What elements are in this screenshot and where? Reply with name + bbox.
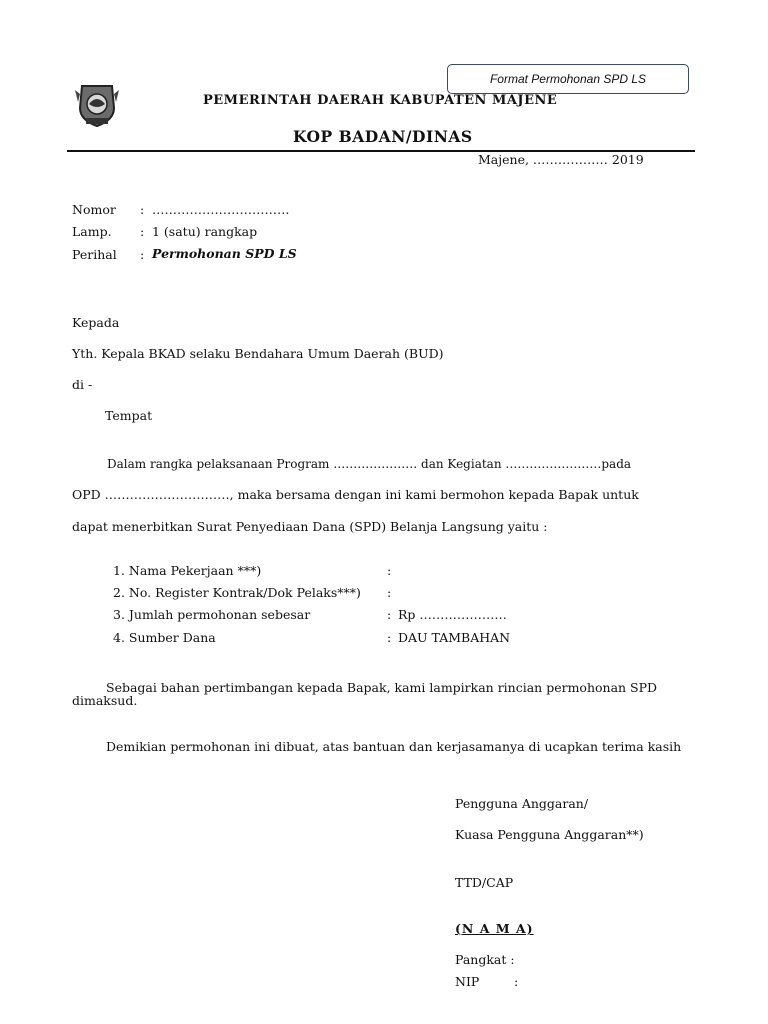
meta-label-perihal: Perihal bbox=[72, 247, 117, 262]
signer-role-1: Pengguna Anggaran/ bbox=[455, 796, 589, 811]
item-label: 3. Jumlah permohonan sebesar bbox=[113, 607, 311, 622]
meta-sep: : bbox=[140, 224, 145, 239]
meta-value-lamp: 1 (satu) rangkap bbox=[152, 224, 258, 239]
body-line-1: Dalam rangka pelaksanaan Program ………………… dan Kegiatan ……………………pada bbox=[107, 457, 632, 471]
signer-role-2: Kuasa Pengguna Anggaran**) bbox=[455, 827, 644, 842]
paragraph-closing: Demikian permohonan ini dibuat, atas bantuan dan kerjasamanya di ucapkan terima kasih bbox=[106, 739, 682, 754]
recipient-name: Yth. Kepala BKAD selaku Bendahara Umum Daerah (BUD) bbox=[72, 346, 444, 361]
item-label: 2. No. Register Kontrak/Dok Pelaks***) bbox=[113, 585, 361, 600]
item-label: 1. Nama Pekerjaan ***) bbox=[113, 563, 262, 578]
body-line-3: dapat menerbitkan Surat Penyediaan Dana (SPD) Belanja Langsung yaitu : bbox=[72, 519, 548, 534]
signer-nip-sep: : bbox=[514, 974, 519, 989]
paragraph-attachment: Sebagai bahan pertimbangan kepada Bapak, kami lampirkan rincian permohonan SPD dimaksud. bbox=[72, 680, 658, 708]
regency-emblem-icon bbox=[72, 80, 122, 130]
item-value: Rp ………………… bbox=[398, 607, 507, 622]
item-sep: : bbox=[387, 630, 392, 645]
body-line-2: OPD …………………………, maka bersama dengan ini kami bermohon kepada Bapak untuk bbox=[72, 487, 639, 502]
signer-name: (N A M A) bbox=[455, 921, 534, 936]
item-sep: : bbox=[387, 585, 392, 600]
meta-label-lamp: Lamp. bbox=[72, 224, 112, 239]
recipient-place: Tempat bbox=[105, 408, 153, 423]
format-badge bbox=[447, 64, 689, 94]
item-sep: : bbox=[387, 607, 392, 622]
recipient-to: Kepada bbox=[72, 315, 120, 330]
signer-nip-label: NIP bbox=[455, 974, 480, 989]
item-sep: : bbox=[387, 563, 392, 578]
item-value: DAU TAMBAHAN bbox=[398, 630, 511, 645]
meta-value-perihal: Permohonan SPD LS bbox=[152, 246, 297, 261]
meta-sep: : bbox=[140, 202, 145, 217]
government-name: PEMERINTAH DAERAH KABUPATEN MAJENE bbox=[203, 93, 558, 108]
meta-label-nomor: Nomor bbox=[72, 202, 116, 217]
agency-letterhead: KOP BADAN/DINAS bbox=[293, 127, 473, 146]
date-line: Majene, ……………… 2019 bbox=[478, 152, 644, 167]
recipient-at: di - bbox=[72, 377, 93, 392]
meta-value-nomor: …………………………… bbox=[152, 202, 290, 217]
signer-rank-label: Pangkat : bbox=[455, 952, 515, 967]
item-label: 4. Sumber Dana bbox=[113, 630, 216, 645]
meta-sep: : bbox=[140, 247, 145, 262]
signature-stamp: TTD/CAP bbox=[455, 875, 514, 890]
format-badge-text: Format Permohonan SPD LS bbox=[489, 72, 647, 86]
